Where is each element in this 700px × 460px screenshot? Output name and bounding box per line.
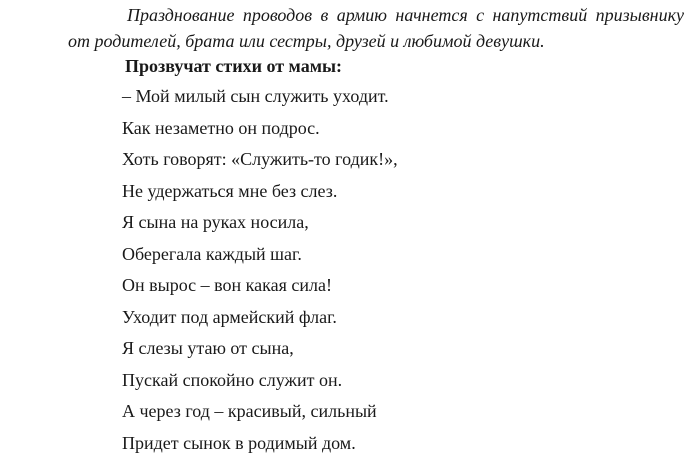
poem-block	[122, 81, 700, 459]
section-heading: Прозвучат стихи от мамы:	[125, 56, 343, 76]
intro-line-1: Празднование проводов в армию начнется с напутствий призывнику	[127, 5, 684, 25]
intro-line-2: от родителей, брата или сестры, друзей и любимой девушки.	[68, 31, 545, 51]
poem-line: Я сына на руках носила,	[122, 212, 309, 232]
poem-line: Пускай спокойно служит он.	[122, 369, 343, 390]
poem-line: Уходит под армейский флаг.	[122, 306, 337, 327]
intro-paragraph	[68, 2, 684, 54]
poem-line: Я слезы утаю от сына,	[122, 338, 294, 358]
poem-line: Придет сынок в родимый дом.	[122, 432, 356, 453]
poem-line: Он вырос – вон какая сила!	[122, 275, 332, 295]
poem-line: Не удержаться мне без слез.	[122, 180, 338, 201]
poem-line: Хоть говорят: «Служить-то годик!»,	[122, 149, 398, 169]
poem-line: А через год – красивый, сильный	[122, 401, 377, 421]
poem-line: Оберегала каждый шаг.	[122, 243, 302, 264]
poem-line: Как незаметно он подрос.	[122, 117, 320, 138]
poem-line: – Мой милый сын служить уходит.	[122, 86, 389, 106]
document-page	[0, 2, 700, 460]
